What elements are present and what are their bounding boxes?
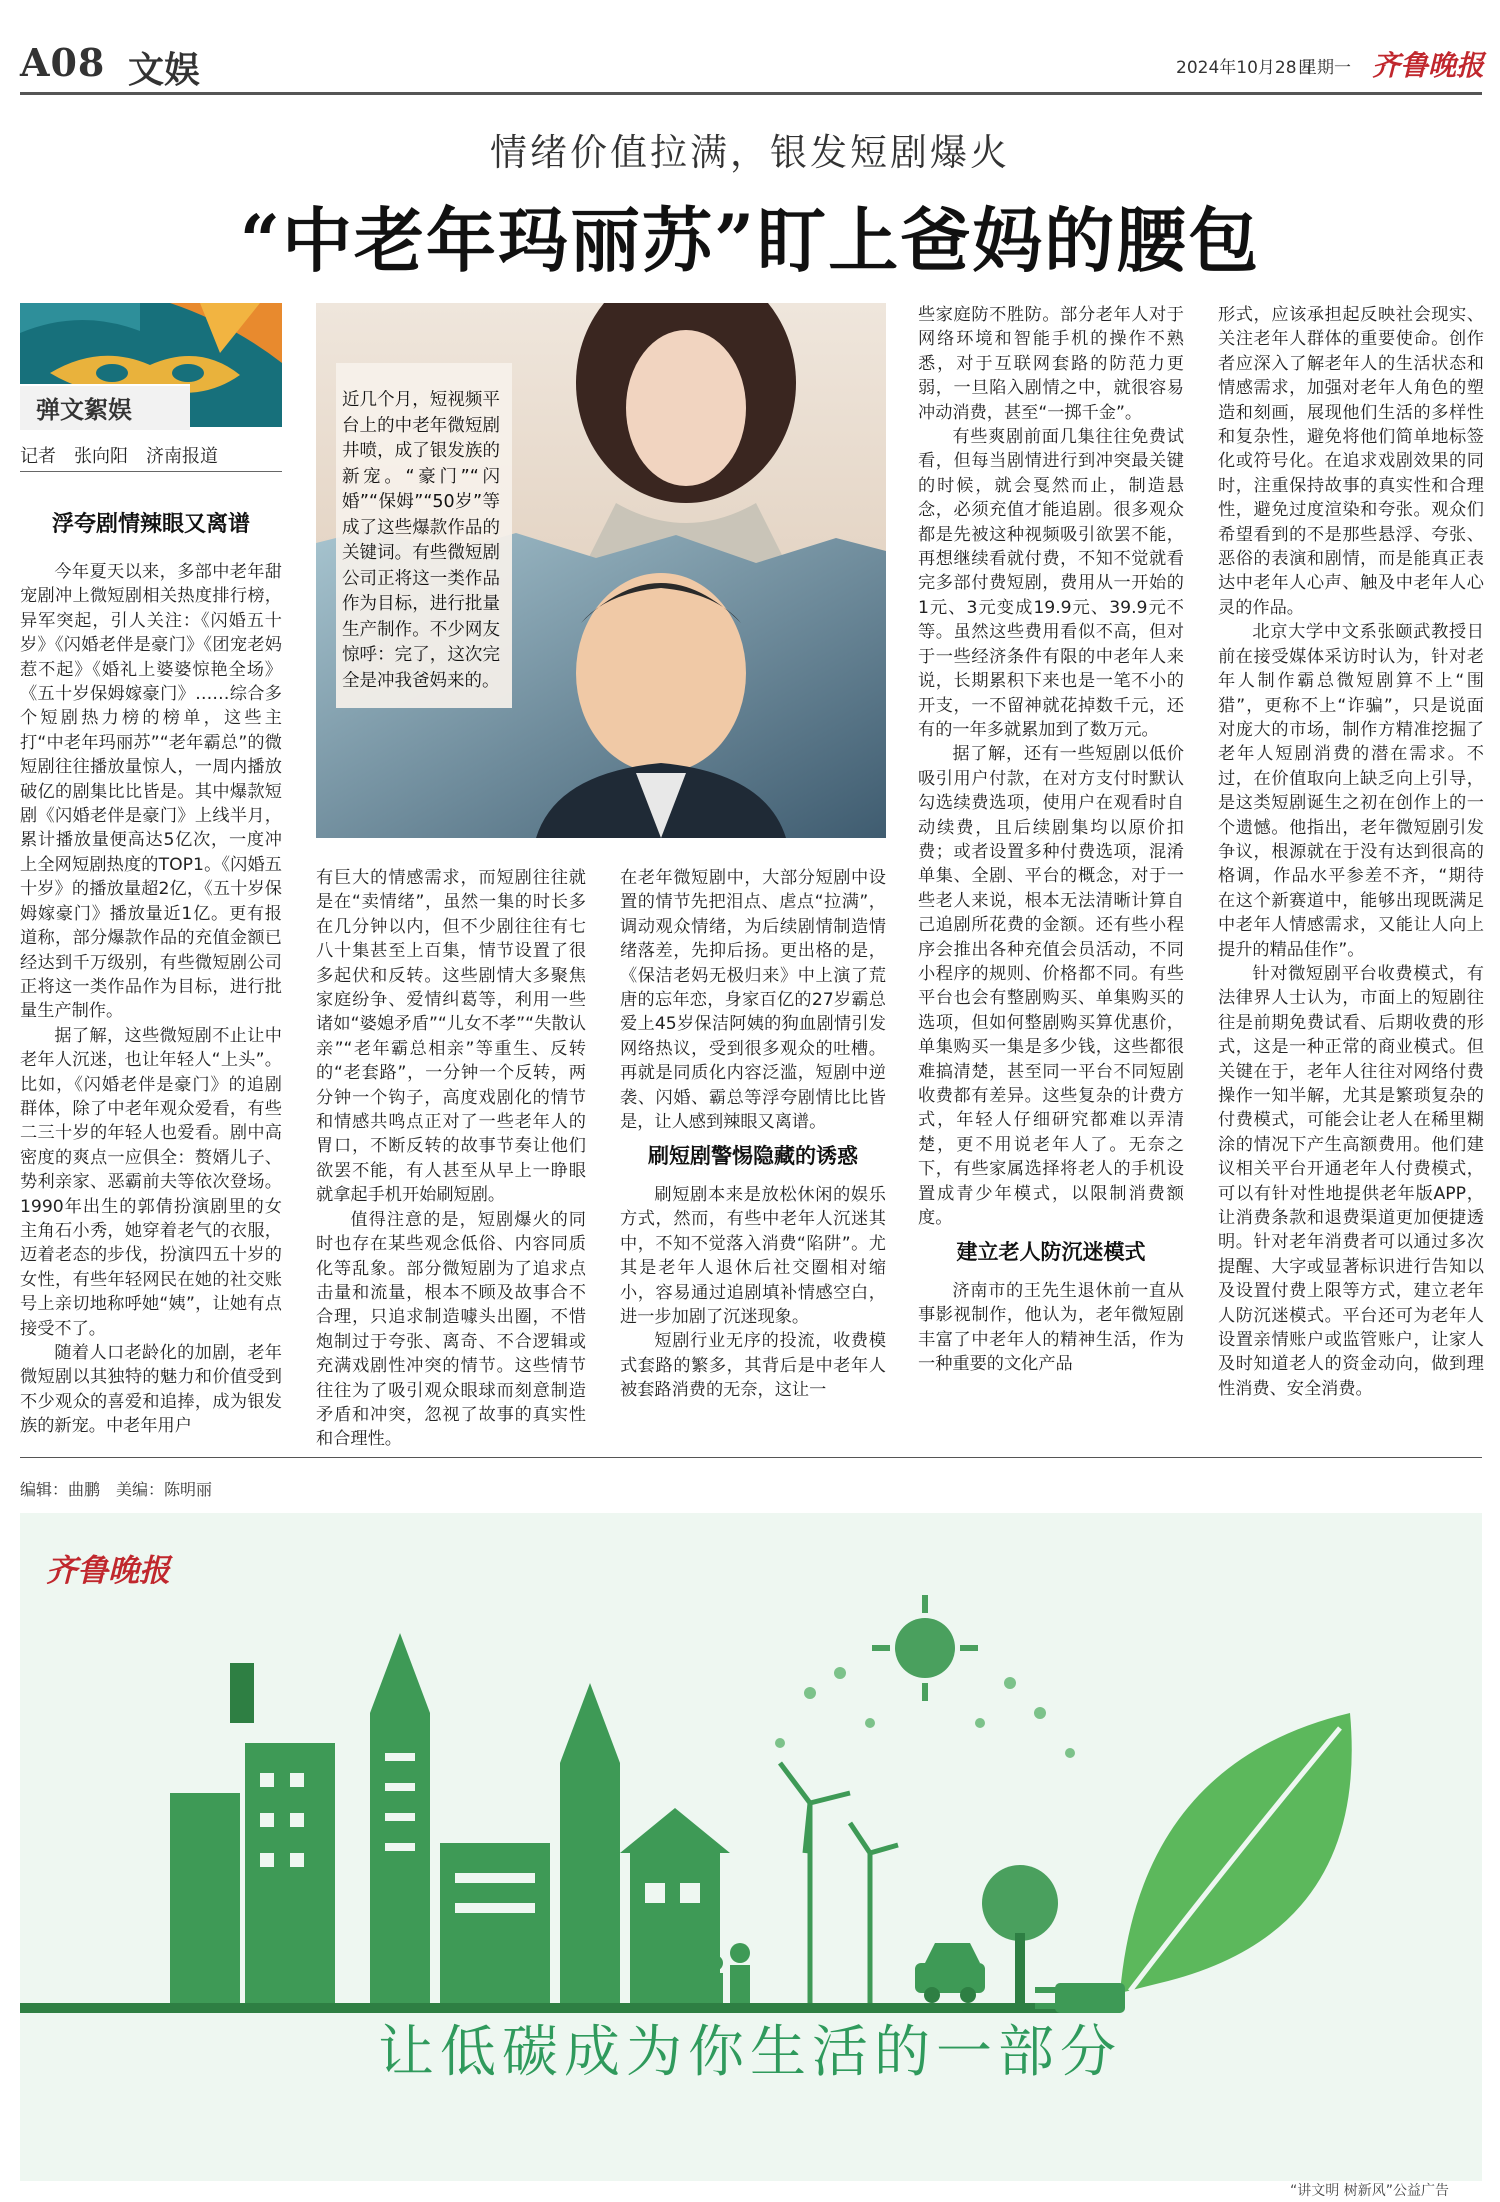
paragraph: 济南市的王先生退休前一直从事影视制作，他认为，老年微短剧丰富了中老年人的精神生活，作为一种重要的文化产品: [918, 1280, 1184, 1375]
ad-slogan: 让低碳成为你生活的一部分: [378, 2020, 1122, 2085]
section-heading: 浮夸剧情辣眼又离谱: [51, 512, 250, 537]
paragraph: 针对微短剧平台收费模式，有法律界人士认为，市面上的短剧往往是前期免费试看、后期收费的形式，这是一种正常的商业模式。但关键在于，老年人往往对网络付费操作一知半解，尤其是繁琐复杂的付费模式，可能会让老人在稀里糊涂的情况下产生高额费用。他们建议相关平台开通老年人付费模式，可以有针对性地提供老年版APP，让消费条款和退费渠道更加便捷透明。针对老年消费者可以通过多次提醒、大字或显著标识进行告知以及设置付费上限等方式，建立老年人防沉迷模式。平台还可为老年人设置亲情账户或监管账户，让家人及时知道老人的资金动向，做到理性消费、安全消费。: [1218, 963, 1484, 1399]
paragraph: 据了解，还有一些短剧以低价吸引用户付款，在对方支付时默认勾选续费选项，使用户在观看时自动续费，且后续剧集均以原价扣费；或者设置多种付费选项，混淆单集、全剧、平台的概念，对于一些老人来说，根本无法清晰计算自己追剧所花费的金额。还有些小程序会推出各种充值会员活动，不同小程序的规则、价格都不同。有些平台也会有整剧购买、单集购买的选项，但如何整剧购买算优惠价，单集购买一集是多少钱，这些都很难搞清楚，甚至同一平台不同短剧收费都有差异。这些复杂的计费方式，年轻人仔细研究都难以弄清楚，更不用说老年人了。无奈之下，有些家属选择将老人的手机设置成青少年模式，以限制消费额度。: [918, 744, 1184, 1229]
article-subtitle: 情绪价值拉满，银发短剧爆火: [490, 131, 1010, 174]
paragraph: 在老年微短剧中，大部分短剧中设置的情节先把泪点、虐点“拉满”，调动观众情绪，为后续剧情制造情绪落差，先抑后扬。更出格的是，《保洁老妈无极归来》中上演了荒唐的忘年恋，身家百亿的27岁霸总爱上45岁保洁阿姨的狗血剧情引发网络热议，受到很多观众的吐槽。再就是同质化内容泛滥，短剧中逆袭、闪婚、霸总等浮夸剧情比比皆是，让人感到辣眼又离谱。: [620, 868, 886, 1133]
paragraph: 些家庭防不胜防。部分老年人对于网络环境和智能手机的操作不熟悉，对于互联网套路的防范力更弱，一旦陷入剧情之中，就很容易冲动消费，甚至“一掷千金”。: [918, 305, 1184, 423]
paragraph: 短剧行业无序的投流，收费模式套路的繁多，其背后是中老年人被套路消费的无奈，这让一: [620, 1331, 886, 1401]
article-title: “中老年玛丽苏”盯上爸妈的腰包: [239, 199, 1261, 282]
article-column-1: [20, 560, 282, 1450]
issue-date: 2024年10月28日: [1176, 58, 1314, 78]
header-divider: [20, 92, 1482, 95]
article-column-3: [620, 866, 886, 1450]
paragraph: 有巨大的情感需求，而短剧往往就是在“卖情绪”，虽然一集的时长多在几分钟以内，但不少剧往往有七八十集甚至上百集，情节设置了很多起伏和反转。这些剧情大多聚焦家庭纷争、爱情纠葛等，利用一些诸如“婆媳矛盾”“儿女不孝”“失散认亲”“老年霸总相亲”等重生、反转的“老套路”，一分钟一个反转，两分钟一个钩子，高度戏剧化的情节和情感共鸣点正对了一些老年人的胃口，不断反转的故事节奏让他们欲罢不能，有人甚至从早上一睁眼就拿起手机开始刷短剧。: [316, 868, 586, 1206]
editor-credits: 编辑：曲鹏 美编：陈明丽: [20, 1480, 213, 1499]
paragraph: 据了解，这些微短剧不止让中老年人沉迷，也让年轻人“上头”。比如，《闪婚老伴是豪门》的追剧群体，除了中老年观众爱看，有些二三十岁的年轻人也爱看。剧中高密度的爽点一应俱全：赘婿儿子、势利亲家、恶霸前夫等依次登场。1990年出生的郭倩扮演剧里的女主角石小秀，她穿着老气的衣服，迈着老态的步伐，扮演四五十岁的女性，有些年轻网民在她的社交账号上亲切地称呼她“姨”，让她有点接受不了。: [20, 1025, 282, 1339]
section-heading: 刷短剧警惕隐藏的诱惑: [648, 1144, 858, 1169]
newspaper-logo: 齐鲁晚报: [1372, 49, 1485, 82]
section-heading: 建立老人防沉迷模式: [956, 1240, 1146, 1265]
photo-caption: 近几个月，短视频平台上的中老年微短剧井喷，成了银发族的新宠。“豪门”“闪婚”“保姆”“50岁”等成了这些爆款作品的关键词。有些微短剧公司正将这一类作品作为目标，进行批量生产制作。不少网友惊呼：完了，这次完全是冲我爸妈来的。: [342, 390, 500, 691]
article-column-2: [316, 866, 586, 1450]
byline-divider: [20, 471, 282, 472]
paragraph: 值得注意的是，短剧爆火的同时也存在某些观念低俗、内容同质化等乱象。部分微短剧为了追求点击量和流量，根本不顾及故事合不合理，只追求制造噱头出圈，不惜炮制过于夸张、离奇、不合逻辑或充满戏剧性冲突的情节。这些情节往往为了吸引观众眼球而刻意制造矛盾和冲突，忽视了故事的真实性和合理性。: [316, 1209, 586, 1450]
article-column-4: [918, 303, 1184, 1450]
paragraph: 北京大学中文系张颐武教授日前在接受媒体采访时认为，针对老年人制作霸总微短剧算不上“围猎”，更称不上“诈骗”，只是说面对庞大的市场，制作方精准挖掘了老年人短剧消费的潜在需求。不过，在价值取向上缺乏向上引导，是这类短剧诞生之初在创作上的一个遗憾。他指出，老年微短剧引发争议，根源就在于没有达到很高的格调，作品水平参差不齐，“期待在这个新赛道中，能够出现既满足中老年人情感需求，又能让人向上提升的精品佳作”。: [1218, 622, 1484, 960]
paragraph: 今年夏天以来，多部中老年甜宠剧冲上微短剧相关热度排行榜，异军突起，引人关注：《闪婚五十岁》《闪婚老伴是豪门》《团宠老妈惹不起》《婚礼上婆婆惊艳全场》《五十岁保姆嫁豪门》……综合多个短剧热力榜的榜单，这些主打“中老年玛丽苏”“老年霸总”的微短剧往往播放量惊人，一周内播放破亿的剧集比比皆是。其中爆款短剧《闪婚老伴是豪门》上线半月，累计播放量便高达5亿次，一度冲上全网短剧热度的TOP1。《闪婚五十岁》的播放量超2亿，《五十岁保姆嫁豪门》播放量近1亿。更有报道称，部分爆款作品的充值金额已经达到千万级别，有些微短剧公司正将这一类作品作为目标，进行批量生产制作。: [20, 562, 282, 1022]
article-column-5: [1218, 303, 1484, 1450]
byline: 记者 张向阳 济南报道: [20, 446, 218, 467]
column-name: 弹文絮娱: [36, 396, 132, 424]
section-label: 文娱: [128, 49, 201, 91]
page-number: A08: [20, 40, 106, 85]
paragraph: 刷短剧本来是放松休闲的娱乐方式，然而，有些中老年人沉迷其中，不知不觉落入消费“陷阱”。尤其是老年人退休后社交圈相对缩小，容易通过追剧填补情感空白，进一步加剧了沉迷现象。: [620, 1184, 886, 1327]
paragraph: 随着人口老龄化的加剧，老年微短剧以其独特的魅力和价值受到不少观众的喜爱和追捧，成为银发族的新宠。中老年用户: [20, 1343, 282, 1437]
issue-weekday: 星期一: [1300, 58, 1351, 78]
ad-newspaper-logo: 齐鲁晚报: [46, 1553, 170, 1589]
footer-divider: [20, 1457, 1482, 1458]
paragraph: 形式，应该承担起反映社会现实、关注老年人群体的重要使命。创作者应深入了解老年人的生活状态和情感需求，加强对老年人角色的塑造和刻画，展现他们生活的多样性和复杂性，避免将他们简单地标签化或符号化。在追求戏剧效果的同时，注重保持故事的真实性和合理性，避免过度渲染和夸张。观众们希望看到的不是那些悬浮、夸张、恶俗的表演和剧情，而是能真正表达中老年人心声、触及中老年人心灵的作品。: [1218, 305, 1484, 618]
ad-note: “讲文明 树新风”公益广告: [1290, 2183, 1449, 2199]
paragraph: 有些爽剧前面几集往往免费试看，但每当剧情进行到冲突最关键的时候，就会戛然而止，制造悬念，必须充值才能追剧。很多观众都是先被这种视频吸引欲罢不能，再想继续看就付费，不知不觉就看完多部付费短剧，费用从一开始的1元、3元变成19.9元、39.9元不等。虽然这些费用看似不高，但对于一些经济条件有限的中老年人来说，长期累积下来也是一笔不小的开支，一不留神就花掉数千元，还有的一年多就累加到了数万元。: [918, 427, 1184, 740]
